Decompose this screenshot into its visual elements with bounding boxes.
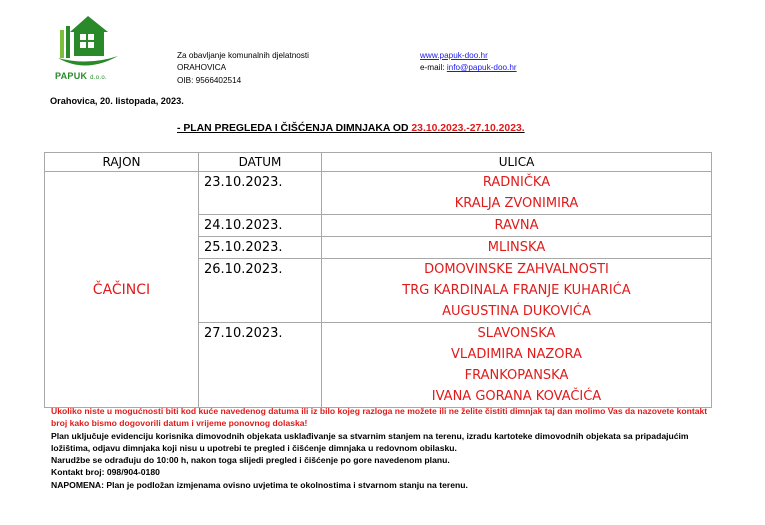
document-date: Orahovica, 20. listopada, 2023. — [50, 96, 184, 106]
ulica-cell — [322, 215, 712, 237]
website-link[interactable]: www.papuk-doo.hr — [420, 51, 488, 60]
street-name: RAVNA — [494, 218, 539, 233]
datum-cell: 25.10.2023. — [204, 240, 283, 255]
street-name: VLADIMIRA NAZORA — [451, 347, 582, 362]
orders-note: Narudžbe se odrađuju do 10:00 h, nakon toga slijedi pregled i čišćenje po gore navedenom planu. — [51, 455, 450, 466]
plan-note: Plan uključuje evidenciju korisnika dimovodnih objekata usklađivanje sa stvarnim stanjem na terenu, izradu kartoteke dimovodnih objekata sa pripadajućim ložištima, odjavu dimnjaka koji nisu u upotrebi te pregled i čišćenje dimnjaka u redovnom obilasku. — [51, 430, 689, 453]
contact-links — [420, 50, 517, 75]
document-title: - PLAN PREGLEDA I ČIŠĆENJA DIMNJAKA OD 23.10.2023.-27.10.2023. — [177, 123, 525, 134]
contact-note: Kontakt broj: 098/904-0180 — [51, 467, 160, 478]
header-ulica: ULICA — [322, 153, 712, 172]
company-description: Za obavljanje komunalnih djelatnosti — [177, 51, 309, 60]
datum-cell: 27.10.2023. — [204, 326, 283, 341]
ulica-cell — [322, 323, 712, 408]
street-name: FRANKOPANSKA — [464, 368, 569, 383]
house-logo-icon — [50, 14, 122, 74]
ulica-cell — [322, 237, 712, 259]
company-logo — [50, 14, 122, 84]
street-name: SLAVONSKA — [477, 326, 556, 341]
title-date-range: 23.10.2023.-27.10.2023. — [411, 123, 525, 134]
datum-cell: 23.10.2023. — [204, 175, 283, 190]
street-name: MLINSKA — [487, 240, 546, 255]
street-name: DOMOVINSKE ZAHVALNOSTI — [424, 262, 609, 277]
ulica-cell — [322, 259, 712, 323]
street-name: TRG KARDINALA FRANJE KUHARIĆA — [402, 283, 631, 298]
street-name: RADNIČKA — [482, 175, 551, 190]
street-name: IVANA GORANA KOVAČIĆA — [431, 389, 602, 404]
company-oib: OIB: 9566402514 — [177, 75, 242, 85]
table-header-row — [45, 153, 712, 172]
email-link[interactable]: info@papuk-doo.hr — [446, 63, 517, 73]
datum-cell: 26.10.2023. — [204, 262, 283, 277]
napomena-note: NAPOMENA: Plan je podložan izmjenama ovisno uvjetima te okolnostima i stvarnom stanju na terenu. — [51, 479, 468, 490]
ulica-cell — [322, 172, 712, 215]
schedule-table — [44, 152, 712, 408]
header-rajon: RAJON — [45, 153, 199, 172]
notes-section — [51, 405, 721, 491]
rajon-cell: ČAČINCI — [45, 172, 199, 408]
header-datum: DATUM — [199, 153, 322, 172]
street-name: AUGUSTINA DUKOVIĆA — [442, 304, 591, 319]
logo-wordmark: PAPUK d.o.o. — [55, 71, 107, 81]
email-label: e-mail: — [420, 63, 447, 73]
company-info — [177, 50, 309, 87]
warning-note: Ukoliko niste u mogućnosti biti kod kuće navedenog datuma ili iz bilo kojeg razloga ne možete ili ne želite čistiti dimnjak taj dan molimo Vas da nazovete kontakt broj kako bismo dogovorili datum i vrijeme ponovnog dolaska! — [51, 406, 708, 429]
table-row — [45, 172, 712, 215]
company-city: ORAHOVICA — [177, 63, 227, 73]
street-name: KRALJA ZVONIMIRA — [454, 196, 579, 211]
datum-cell: 24.10.2023. — [204, 218, 283, 233]
